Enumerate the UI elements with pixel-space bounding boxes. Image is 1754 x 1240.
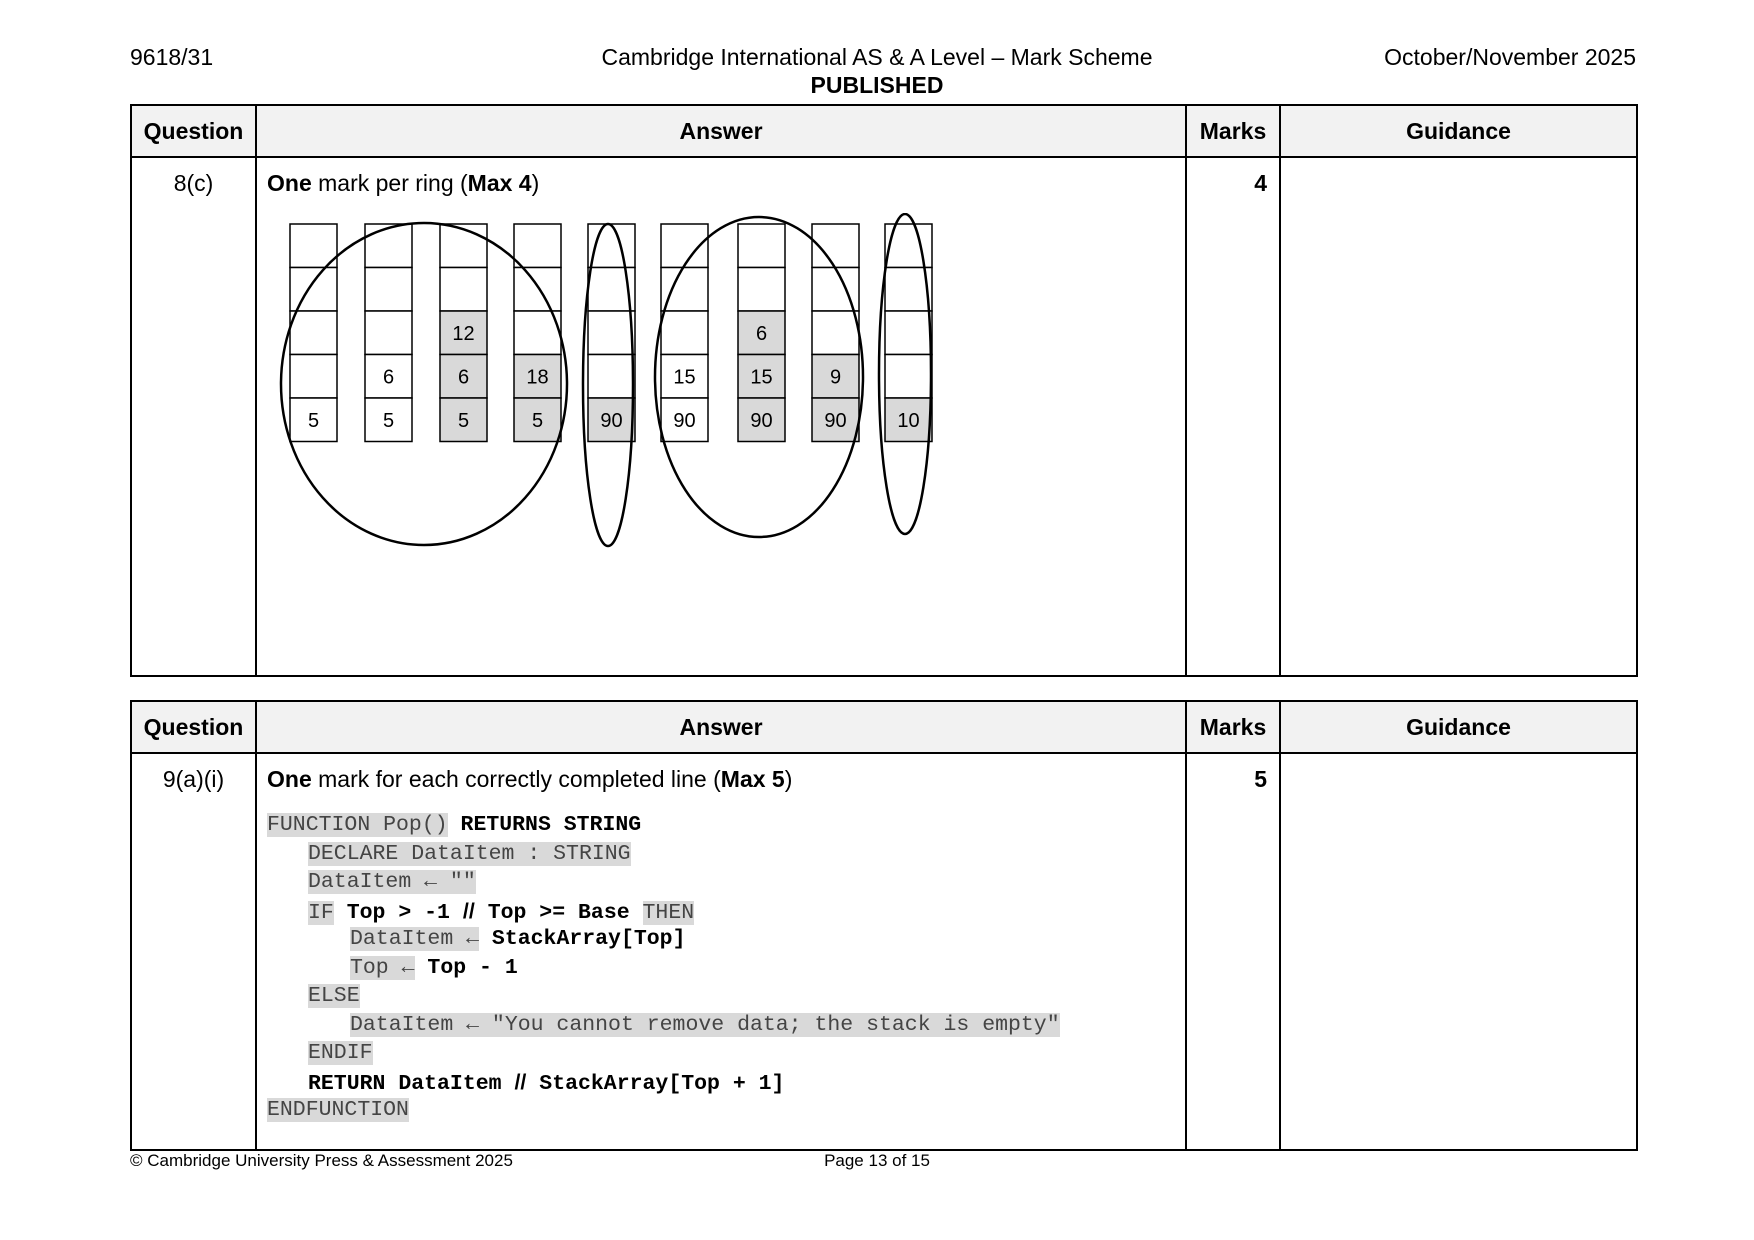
stack-value: 6 [382, 366, 395, 389]
stack-5 [588, 224, 635, 442]
title-text: Cambridge International AS & A Level – Mark Scheme [601, 44, 1153, 70]
stack-9 [885, 224, 932, 442]
table-header-row [131, 105, 1637, 157]
code-line: RETURN DataItem // StackArray[Top + 1] [308, 1069, 785, 1096]
code-line: ELSE [308, 984, 360, 1008]
guidance-cell [1280, 157, 1637, 676]
stack-cell [885, 355, 932, 399]
stack-value: 5 [531, 409, 544, 432]
stack-cell [365, 224, 412, 268]
mark-scheme-table-9ai [130, 700, 1638, 1151]
table-row [131, 753, 1637, 1150]
stack-cell [365, 311, 412, 355]
stack-value: 9 [829, 366, 842, 389]
copyright-notice: © Cambridge University Press & Assessment 2025 [130, 1151, 513, 1170]
stack-2 [365, 224, 412, 442]
stack-3 [440, 224, 487, 442]
code-line: DataItem ← StackArray[Top] [350, 927, 686, 951]
stack-value: 90 [600, 409, 623, 432]
stack-cell [290, 355, 337, 399]
code-line: FUNCTION Pop() RETURNS STRING [267, 813, 642, 837]
exam-session: October/November 2025 [1384, 44, 1636, 70]
column-header-question: Question [131, 105, 256, 157]
stack-cell [588, 355, 635, 399]
mark-scheme-table-8c [130, 104, 1638, 677]
stack-cell [661, 311, 708, 355]
stack-value: 5 [457, 409, 470, 432]
table-header-row [131, 701, 1637, 753]
stack-cell [588, 311, 635, 355]
column-header-answer: Answer [256, 105, 1186, 157]
published-label: PUBLISHED [810, 72, 944, 98]
stack-cell [365, 268, 412, 312]
guidance-cell [1280, 753, 1637, 1150]
stack-value: 15 [750, 366, 773, 389]
stack-value: 6 [457, 366, 470, 389]
answer-intro: One mark for each correctly completed line (Max 5) [267, 766, 793, 792]
column-header-question: Question [131, 701, 256, 753]
stack-value: 6 [755, 322, 768, 345]
stack-value: 90 [750, 409, 773, 432]
question-number: 8(c) [131, 157, 256, 676]
stack-1 [290, 224, 337, 442]
code-line: IF Top > -1 // Top >= Base THEN [308, 898, 695, 925]
table-row [131, 157, 1637, 676]
stack-value: 5 [307, 409, 320, 432]
code-line: DataItem ← "" [308, 870, 476, 894]
code-line: ENDFUNCTION [267, 1098, 409, 1122]
stack-cell [738, 268, 785, 312]
stack-diagram [257, 213, 1187, 653]
stack-value: 10 [897, 409, 920, 432]
column-header-guidance: Guidance [1280, 701, 1637, 753]
stack-cell [514, 268, 561, 312]
stack-cell [885, 311, 932, 355]
question-number: 9(a)(i) [131, 753, 256, 1150]
stack-value: 18 [526, 366, 549, 389]
column-header-answer: Answer [256, 701, 1186, 753]
paper-code: 9618/31 [130, 44, 214, 70]
stack-8 [812, 224, 859, 442]
stack-value: 12 [452, 322, 475, 345]
code-line: DECLARE DataItem : STRING [308, 841, 631, 866]
page-number: Page 13 of 15 [824, 1151, 930, 1170]
stack-cell [661, 268, 708, 312]
stack-value: 5 [382, 409, 395, 432]
answer-cell [256, 753, 1186, 1150]
column-header-marks: Marks [1186, 105, 1280, 157]
marks-value: 4 [1186, 157, 1280, 676]
code-line: DataItem ← "You cannot remove data; the stack is empty" [350, 1012, 1060, 1037]
stack-value: 90 [673, 409, 696, 432]
stack-cell [440, 268, 487, 312]
stack-4 [514, 224, 561, 442]
stack-value: 90 [824, 409, 847, 432]
column-header-marks: Marks [1186, 701, 1280, 753]
code-line: Top ← Top - 1 [350, 955, 518, 980]
stack-cell [290, 311, 337, 355]
stack-value: 15 [673, 366, 696, 389]
answer-cell [256, 157, 1186, 676]
stack-6 [661, 224, 708, 442]
stack-cell [812, 311, 859, 355]
stack-cell [885, 224, 932, 268]
column-header-guidance: Guidance [1280, 105, 1637, 157]
code-line: ENDIF [308, 1041, 373, 1065]
stack-cell [738, 224, 785, 268]
stack-diagram-svg [257, 213, 1187, 653]
answer-intro: One mark per ring (Max 4) [267, 170, 540, 196]
stack-7 [738, 224, 785, 442]
marks-value: 5 [1186, 753, 1280, 1150]
pseudocode-block [267, 811, 1185, 1125]
stack-cell [514, 224, 561, 268]
stack-cell [290, 268, 337, 312]
